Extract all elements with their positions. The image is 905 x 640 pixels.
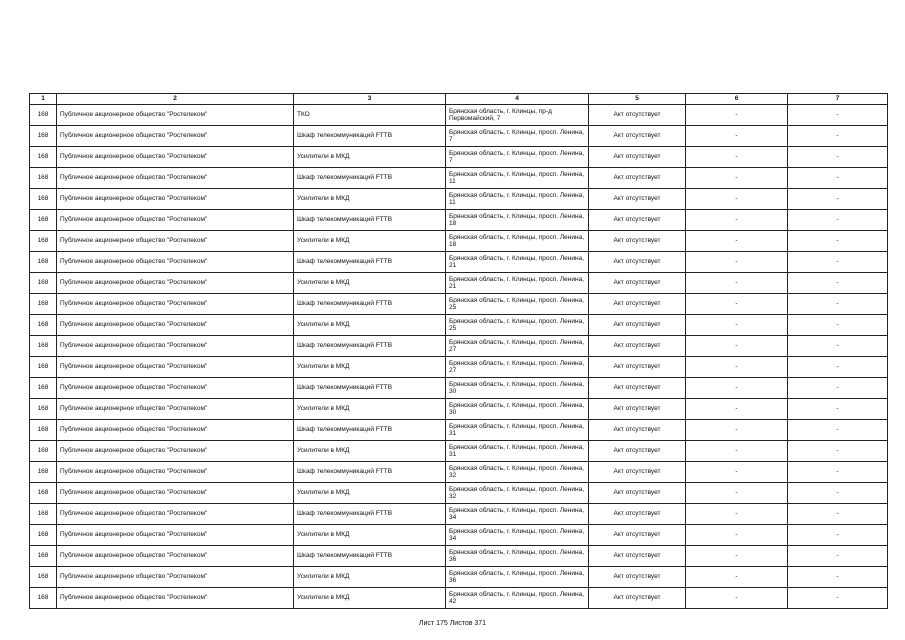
column-7-value: - (788, 336, 888, 357)
object-type: Шкаф телекоммуникаций FTTB (294, 294, 446, 315)
object-type: Усилители в МКД (294, 189, 446, 210)
column-7-value: - (788, 105, 888, 126)
column-7-value: - (788, 588, 888, 609)
act-status: Акт отсутствует (589, 588, 686, 609)
organization-name: Публичное акционерное общество "Ростелеком" (57, 546, 294, 567)
object-type: Усилители в МКД (294, 567, 446, 588)
row-number: 168 (30, 336, 57, 357)
row-number: 168 (30, 441, 57, 462)
column-header-4: 4 (446, 94, 589, 105)
organization-name: Публичное акционерное общество "Ростелеком" (57, 294, 294, 315)
object-address: Брянская область, г. Клинцы, просп. Ленина, 18 (446, 231, 589, 252)
object-type: Шкаф телекоммуникаций FTTB (294, 168, 446, 189)
table-row (30, 336, 888, 357)
object-address: Брянская область, г. Клинцы, просп. Ленина, 30 (446, 399, 589, 420)
table-row (30, 567, 888, 588)
row-number: 168 (30, 588, 57, 609)
column-header-3: 3 (294, 94, 446, 105)
act-status: Акт отсутствует (589, 252, 686, 273)
row-number: 168 (30, 504, 57, 525)
column-6-value: - (686, 378, 788, 399)
table-row (30, 189, 888, 210)
page-footer: Лист 175 Листов 371 (418, 620, 487, 627)
object-address: Брянская область, г. Клинцы, просп. Ленина, 31 (446, 441, 589, 462)
column-6-value: - (686, 462, 788, 483)
table-row (30, 294, 888, 315)
object-type: Шкаф телекоммуникаций FTTB (294, 252, 446, 273)
object-type: Усилители в МКД (294, 588, 446, 609)
act-status: Акт отсутствует (589, 231, 686, 252)
table-row (30, 252, 888, 273)
row-number: 168 (30, 105, 57, 126)
organization-name: Публичное акционерное общество "Ростелеком" (57, 399, 294, 420)
column-6-value: - (686, 294, 788, 315)
row-number: 168 (30, 168, 57, 189)
column-7-value: - (788, 210, 888, 231)
object-type: Шкаф телекоммуникаций FTTB (294, 546, 446, 567)
object-address: Брянская область, г. Клинцы, просп. Ленина, 25 (446, 294, 589, 315)
row-number: 168 (30, 147, 57, 168)
column-6-value: - (686, 231, 788, 252)
table-row (30, 147, 888, 168)
row-number: 168 (30, 483, 57, 504)
column-7-value: - (788, 273, 888, 294)
organization-name: Публичное акционерное общество "Ростелеком" (57, 504, 294, 525)
act-status: Акт отсутствует (589, 546, 686, 567)
column-7-value: - (788, 252, 888, 273)
column-7-value: - (788, 567, 888, 588)
table-row (30, 588, 888, 609)
column-6-value: - (686, 126, 788, 147)
act-status: Акт отсутствует (589, 315, 686, 336)
column-6-value: - (686, 483, 788, 504)
object-type: Усилители в МКД (294, 483, 446, 504)
object-type: Усилители в МКД (294, 441, 446, 462)
table-row (30, 126, 888, 147)
table-row (30, 231, 888, 252)
column-6-value: - (686, 252, 788, 273)
column-7-value: - (788, 420, 888, 441)
act-status: Акт отсутствует (589, 483, 686, 504)
organization-name: Публичное акционерное общество "Ростелеком" (57, 462, 294, 483)
column-6-value: - (686, 567, 788, 588)
object-address: Брянская область, г. Клинцы, просп. Ленина, 36 (446, 567, 589, 588)
column-7-value: - (788, 525, 888, 546)
row-number: 168 (30, 294, 57, 315)
organization-name: Публичное акционерное общество "Ростелеком" (57, 315, 294, 336)
table-row (30, 168, 888, 189)
column-7-value: - (788, 294, 888, 315)
row-number: 168 (30, 462, 57, 483)
object-type: Усилители в МКД (294, 399, 446, 420)
act-status: Акт отсутствует (589, 168, 686, 189)
table-header-row (30, 94, 888, 105)
registry-sheet (29, 93, 887, 609)
column-6-value: - (686, 525, 788, 546)
column-header-5: 5 (589, 94, 686, 105)
column-6-value: - (686, 420, 788, 441)
act-status: Акт отсутствует (589, 567, 686, 588)
row-number: 168 (30, 567, 57, 588)
row-number: 168 (30, 252, 57, 273)
organization-name: Публичное акционерное общество "Ростелеком" (57, 378, 294, 399)
column-header-2: 2 (57, 94, 294, 105)
column-7-value: - (788, 546, 888, 567)
act-status: Акт отсутствует (589, 399, 686, 420)
row-number: 168 (30, 357, 57, 378)
object-type: Шкаф телекоммуникаций FTTB (294, 420, 446, 441)
column-6-value: - (686, 504, 788, 525)
column-7-value: - (788, 441, 888, 462)
registry-table (29, 93, 888, 609)
table-row (30, 441, 888, 462)
table-row (30, 399, 888, 420)
column-6-value: - (686, 546, 788, 567)
object-address: Брянская область, г. Клинцы, просп. Ленина, 30 (446, 378, 589, 399)
row-number: 168 (30, 399, 57, 420)
column-6-value: - (686, 315, 788, 336)
row-number: 168 (30, 546, 57, 567)
row-number: 168 (30, 273, 57, 294)
organization-name: Публичное акционерное общество "Ростелеком" (57, 420, 294, 441)
column-header-7: 7 (788, 94, 888, 105)
table-row (30, 462, 888, 483)
organization-name: Публичное акционерное общество "Ростелеком" (57, 231, 294, 252)
table-body (30, 105, 888, 609)
act-status: Акт отсутствует (589, 273, 686, 294)
organization-name: Публичное акционерное общество "Ростелеком" (57, 168, 294, 189)
column-6-value: - (686, 189, 788, 210)
table-row (30, 504, 888, 525)
organization-name: Публичное акционерное общество "Ростелеком" (57, 189, 294, 210)
object-address: Брянская область, г. Клинцы, просп. Ленина, 21 (446, 252, 589, 273)
table-row (30, 546, 888, 567)
column-6-value: - (686, 105, 788, 126)
organization-name: Публичное акционерное общество "Ростелеком" (57, 105, 294, 126)
object-type: Усилители в МКД (294, 525, 446, 546)
table-row (30, 483, 888, 504)
object-address: Брянская область, г. Клинцы, пр-д Первомайский, 7 (446, 105, 589, 126)
act-status: Акт отсутствует (589, 147, 686, 168)
act-status: Акт отсутствует (589, 105, 686, 126)
table-row (30, 378, 888, 399)
object-address: Брянская область, г. Клинцы, просп. Ленина, 32 (446, 462, 589, 483)
column-7-value: - (788, 483, 888, 504)
column-7-value: - (788, 378, 888, 399)
object-type: Усилители в МКД (294, 315, 446, 336)
column-6-value: - (686, 210, 788, 231)
row-number: 168 (30, 189, 57, 210)
row-number: 168 (30, 210, 57, 231)
object-type: Шкаф телекоммуникаций FTTB (294, 126, 446, 147)
organization-name: Публичное акционерное общество "Ростелеком" (57, 441, 294, 462)
object-address: Брянская область, г. Клинцы, просп. Ленина, 42 (446, 588, 589, 609)
object-address: Брянская область, г. Клинцы, просп. Ленина, 32 (446, 483, 589, 504)
column-6-value: - (686, 273, 788, 294)
table-row (30, 273, 888, 294)
organization-name: Публичное акционерное общество "Ростелеком" (57, 210, 294, 231)
row-number: 168 (30, 231, 57, 252)
table-row (30, 210, 888, 231)
column-7-value: - (788, 126, 888, 147)
object-address: Брянская область, г. Клинцы, просп. Ленина, 18 (446, 210, 589, 231)
object-address: Брянская область, г. Клинцы, просп. Ленина, 27 (446, 336, 589, 357)
column-7-value: - (788, 399, 888, 420)
act-status: Акт отсутствует (589, 525, 686, 546)
act-status: Акт отсутствует (589, 294, 686, 315)
object-address: Брянская область, г. Клинцы, просп. Ленина, 25 (446, 315, 589, 336)
act-status: Акт отсутствует (589, 189, 686, 210)
object-address: Брянская область, г. Клинцы, просп. Ленина, 31 (446, 420, 589, 441)
column-7-value: - (788, 168, 888, 189)
act-status: Акт отсутствует (589, 378, 686, 399)
act-status: Акт отсутствует (589, 420, 686, 441)
table-row (30, 315, 888, 336)
column-7-value: - (788, 189, 888, 210)
object-address: Брянская область, г. Клинцы, просп. Ленина, 36 (446, 546, 589, 567)
object-address: Брянская область, г. Клинцы, просп. Ленина, 21 (446, 273, 589, 294)
object-type: Усилители в МКД (294, 231, 446, 252)
act-status: Акт отсутствует (589, 126, 686, 147)
act-status: Акт отсутствует (589, 357, 686, 378)
act-status: Акт отсутствует (589, 462, 686, 483)
table-row (30, 525, 888, 546)
organization-name: Публичное акционерное общество "Ростелеком" (57, 126, 294, 147)
column-6-value: - (686, 399, 788, 420)
object-type: Шкаф телекоммуникаций FTTB (294, 210, 446, 231)
row-number: 168 (30, 315, 57, 336)
column-7-value: - (788, 504, 888, 525)
object-type: Шкаф телекоммуникаций FTTB (294, 462, 446, 483)
column-header-6: 6 (686, 94, 788, 105)
object-address: Брянская область, г. Клинцы, просп. Ленина, 7 (446, 147, 589, 168)
column-7-value: - (788, 231, 888, 252)
column-7-value: - (788, 357, 888, 378)
organization-name: Публичное акционерное общество "Ростелеком" (57, 567, 294, 588)
object-type: Шкаф телекоммуникаций FTTB (294, 504, 446, 525)
organization-name: Публичное акционерное общество "Ростелеком" (57, 336, 294, 357)
object-address: Брянская область, г. Клинцы, просп. Ленина, 7 (446, 126, 589, 147)
organization-name: Публичное акционерное общество "Ростелеком" (57, 483, 294, 504)
column-7-value: - (788, 315, 888, 336)
row-number: 168 (30, 378, 57, 399)
column-7-value: - (788, 462, 888, 483)
act-status: Акт отсутствует (589, 504, 686, 525)
column-6-value: - (686, 336, 788, 357)
organization-name: Публичное акционерное общество "Ростелеком" (57, 588, 294, 609)
object-address: Брянская область, г. Клинцы, просп. Ленина, 34 (446, 504, 589, 525)
organization-name: Публичное акционерное общество "Ростелеком" (57, 252, 294, 273)
column-6-value: - (686, 441, 788, 462)
column-6-value: - (686, 147, 788, 168)
object-address: Брянская область, г. Клинцы, просп. Ленина, 11 (446, 168, 589, 189)
row-number: 168 (30, 126, 57, 147)
table-row (30, 420, 888, 441)
organization-name: Публичное акционерное общество "Ростелеком" (57, 147, 294, 168)
column-7-value: - (788, 147, 888, 168)
table-row (30, 105, 888, 126)
act-status: Акт отсутствует (589, 441, 686, 462)
column-header-1: 1 (30, 94, 57, 105)
object-type: Шкаф телекоммуникаций FTTB (294, 378, 446, 399)
object-address: Брянская область, г. Клинцы, просп. Ленина, 34 (446, 525, 589, 546)
organization-name: Публичное акционерное общество "Ростелеком" (57, 273, 294, 294)
row-number: 168 (30, 420, 57, 441)
object-type: Усилители в МКД (294, 147, 446, 168)
column-6-value: - (686, 168, 788, 189)
act-status: Акт отсутствует (589, 336, 686, 357)
column-6-value: - (686, 588, 788, 609)
object-type: ТКО (294, 105, 446, 126)
object-address: Брянская область, г. Клинцы, просп. Ленина, 11 (446, 189, 589, 210)
table-row (30, 357, 888, 378)
organization-name: Публичное акционерное общество "Ростелеком" (57, 525, 294, 546)
column-6-value: - (686, 357, 788, 378)
object-type: Шкаф телекоммуникаций FTTB (294, 336, 446, 357)
object-type: Усилители в МКД (294, 357, 446, 378)
object-address: Брянская область, г. Клинцы, просп. Ленина, 27 (446, 357, 589, 378)
object-type: Усилители в МКД (294, 273, 446, 294)
act-status: Акт отсутствует (589, 210, 686, 231)
organization-name: Публичное акционерное общество "Ростелеком" (57, 357, 294, 378)
row-number: 168 (30, 525, 57, 546)
